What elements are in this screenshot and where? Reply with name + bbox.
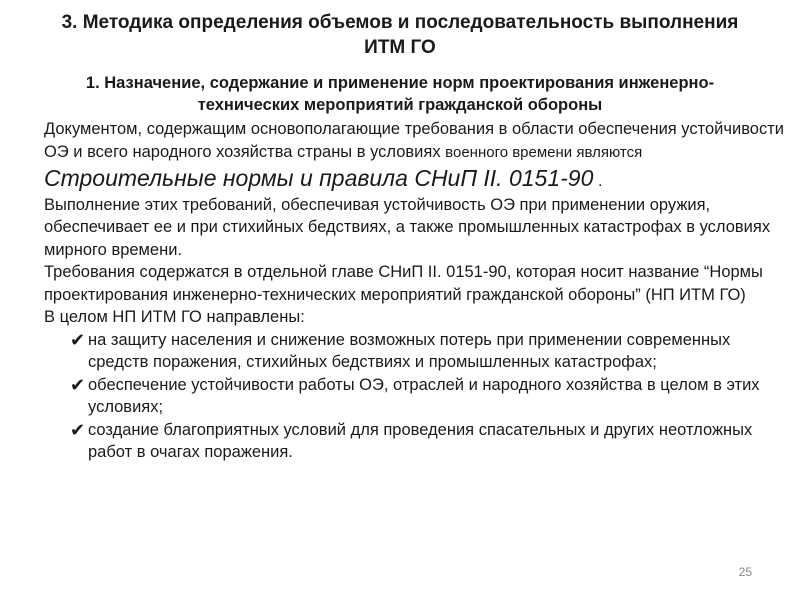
list-item: [44, 374, 784, 419]
list-item-text: на защиту населения и снижение возможных потерь при применении современных средств поражения, стихийных бедствиях и промышленных катастрофах;: [88, 330, 731, 371]
slide-title: 3. Методика определения объемов и последовательность выполнения ИТМ ГО: [61, 12, 739, 58]
checkmark-icon: ✔: [70, 419, 86, 440]
intro-tail: военного времени являются: [445, 143, 643, 161]
paragraph-purpose: В целом НП ИТМ ГО направлены:: [44, 308, 305, 326]
intro-paragraph: [44, 118, 784, 194]
slide-content: [44, 118, 784, 464]
list-item-text: обеспечение устойчивости работы ОЭ, отраслей и народного хозяйства в целом в этих условиях;: [88, 375, 760, 416]
section-subtitle: 1. Назначение, содержание и применение норм проектирования инженерно-технических мероприятий гражданской обороны: [85, 74, 715, 114]
paragraph-application: Выполнение этих требований, обеспечивая устойчивость ОЭ при применении оружия, обеспечивает ее и при стихийных бедствиях, а также промышленных катастрофах в условиях мирного времени.: [44, 195, 771, 259]
purpose-list: [44, 329, 784, 464]
list-item: [44, 329, 784, 374]
intro-end: .: [597, 173, 603, 190]
list-item-text: создание благоприятных условий для проведения спасательных и других неотложных работ в очагах поражения.: [88, 420, 753, 461]
intro-text: Документом, содержащим основополагающие требования в области обеспечения устойчивости ОЭ и всего народного хозяйства страны в условиях: [44, 120, 784, 161]
checkmark-icon: ✔: [70, 374, 86, 395]
list-item: [44, 419, 784, 464]
norm-reference: Строительные нормы и правила СНиП II. 0151-90: [44, 165, 594, 191]
paragraph-requirements: Требования содержатся в отдельной главе СНиП II. 0151-90, которая носит название “Нормы проектирования инженерно-технических мероприятий гражданской обороны” (НП ИТМ ГО): [44, 263, 763, 304]
page-number: 25: [738, 565, 752, 579]
checkmark-icon: ✔: [70, 329, 86, 350]
